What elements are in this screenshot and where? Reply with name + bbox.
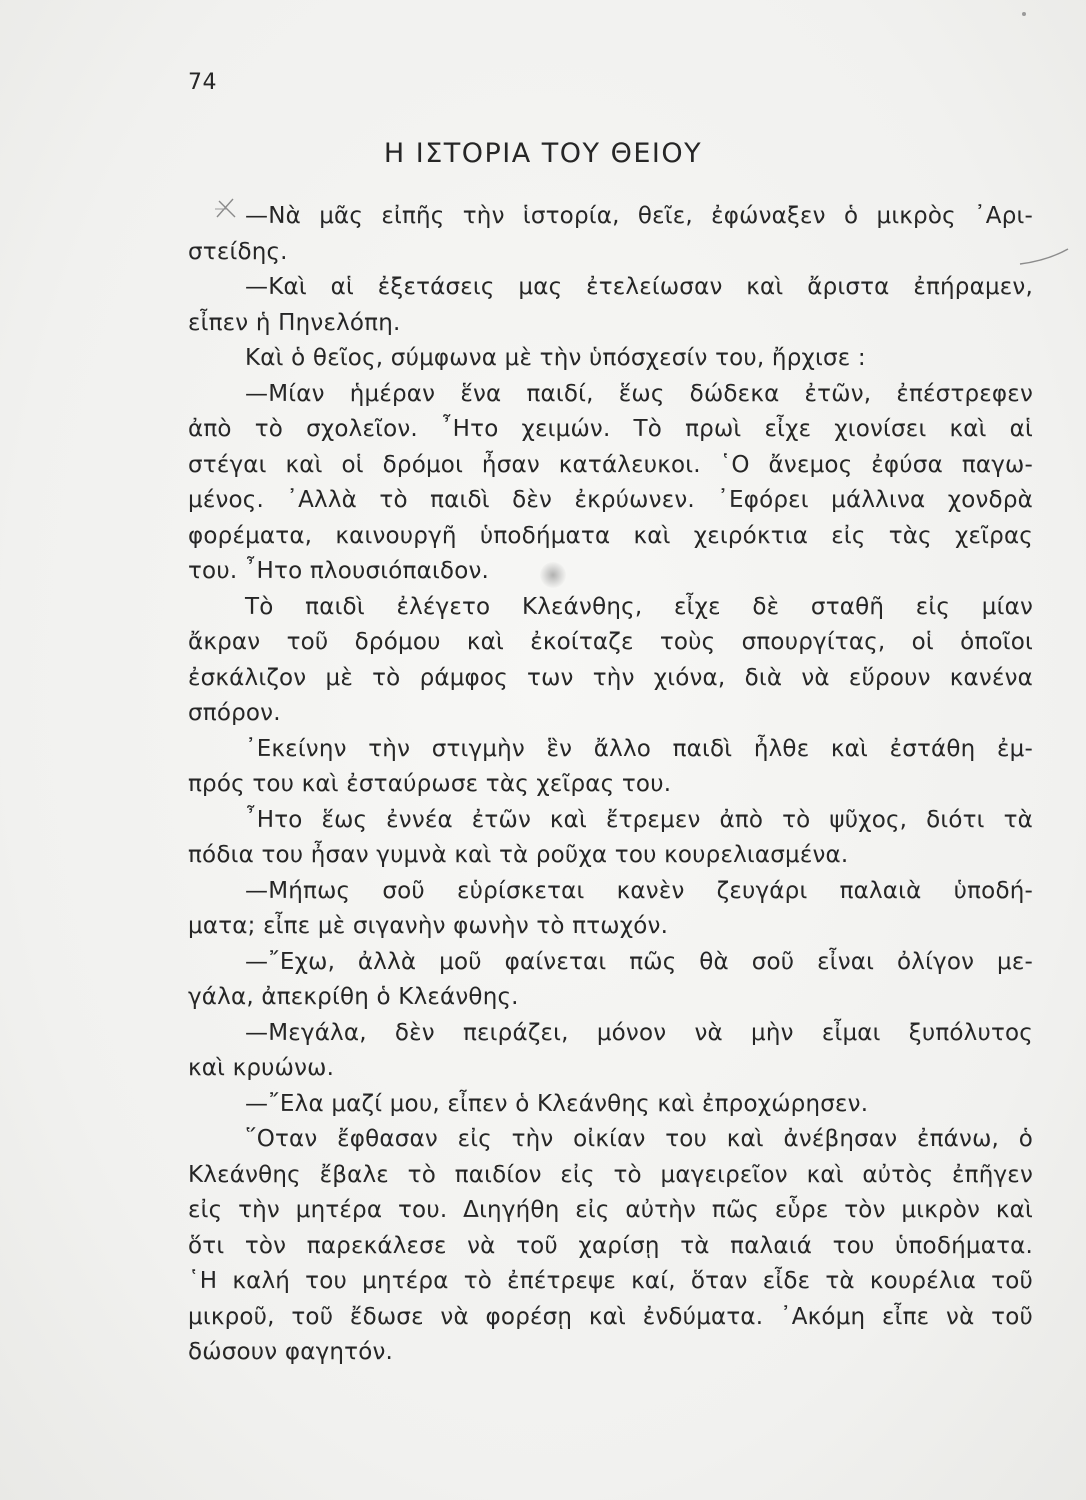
text-line: γάλα, ἀπεκρίθη ὁ Κλεάνθης.	[188, 984, 519, 1010]
text-line: φορέματα, καινουργῆ ὑποδήματα καὶ χειρόκτια εἰς τὰς χεῖρας	[188, 522, 1033, 549]
text-line: στείδης.	[188, 238, 288, 265]
text-line: στέγαι καὶ οἱ δρόμοι ἦσαν κατάλευκοι. ῾Ο ἄνεμος ἐφύσα παγω-	[188, 451, 1033, 478]
text-line: —Νὰ μᾶς εἰπῆς τὴν ἱστορία, θεῖε, ἐφώναξεν ὁ μικρὸς ᾿Αρι-	[245, 203, 1033, 229]
body-text	[188, 199, 1033, 1371]
chapter-title: Η ΙΣΤΟΡΙΑ ΤΟΥ ΘΕΙΟΥ	[383, 138, 703, 169]
text-line: μικροῦ, τοῦ ἔδωσε νὰ φορέσῃ καὶ ἐνδύματα. ᾿Ακόμη εἶπε νὰ τοῦ	[188, 1303, 1033, 1330]
text-line: Καὶ ὁ θεῖος, σύμφωνα μὲ τὴν ὑπόσχεσίν του, ἤρχισε :	[245, 345, 866, 371]
text-line: ῾Η καλή του μητέρα τὸ ἐπέτρεψε καί, ὅταν εἶδε τὰ κουρέλια τοῦ	[188, 1268, 1033, 1294]
paper-speck	[1022, 12, 1026, 16]
text-line: πόδια του ἦσαν γυμνὰ καὶ τὰ ροῦχα του κουρελιασμένα.	[188, 842, 849, 868]
text-line: ἐσκάλιζον μὲ τὸ ράμφος των τὴν χιόνα, διὰ νὰ εὕρουν κανένα	[188, 664, 1033, 691]
text-line: —Μεγάλα, δὲν πειράζει, μόνον νὰ μὴν εἶμαι ξυπόλυτος	[245, 1019, 1033, 1046]
text-line: —Καὶ αἱ ἐξετάσεις μας ἐτελείωσαν καὶ ἄριστα ἐπήραμεν,	[245, 274, 1033, 300]
text-line: εἰς τὴν μητέρα του. Διηγήθη εἰς αὐτὴν πῶς εὗρε τὸν μικρὸν καὶ	[188, 1197, 1033, 1223]
text-line: —῎Ελα μαζί μου, εἶπεν ὁ Κλεάνθης καὶ ἐπροχώρησεν.	[245, 1090, 869, 1117]
text-line: ὅτι τὸν παρεκάλεσε νὰ τοῦ χαρίσῃ τὰ παλαιά του ὑποδήματα.	[188, 1232, 1033, 1259]
page-number: 74	[188, 70, 217, 95]
text-line: εἶπεν ἡ Πηνελόπη.	[188, 309, 401, 336]
text-line: ῏Ητο ἕως ἐννέα ἐτῶν καὶ ἔτρεμεν ἀπὸ τὸ ψῦχος, διότι τὰ	[245, 806, 1033, 833]
text-line: ἄκραν τοῦ δρόμου καὶ ἐκοίταζε τοὺς σπουργίτας, οἱ ὁποῖοι	[188, 629, 1033, 655]
text-line: —Μίαν ἡμέραν ἕνα παιδί, ἕως δώδεκα ἐτῶν, ἐπέστρεφεν	[245, 380, 1033, 407]
text-line: ματα; εἶπε μὲ σιγανὴν φωνὴν τὸ πτωχόν.	[188, 913, 669, 939]
text-line: πρός του καὶ ἐσταύρωσε τὰς χεῖρας του.	[188, 771, 672, 797]
text-line: Τὸ παιδὶ ἐλέγετο Κλεάνθης, εἶχε δὲ σταθῆ εἰς μίαν	[245, 593, 1033, 620]
text-line: δώσουν φαγητόν.	[188, 1339, 394, 1365]
text-line: Κλεάνθης ἔβαλε τὸ παιδίον εἰς τὸ μαγειρεῖον καὶ αὐτὸς ἐπῆγεν	[188, 1161, 1033, 1188]
text-line: —Μήπως σοῦ εὑρίσκεται κανὲν ζευγάρι παλαιὰ ὑποδή-	[245, 877, 1033, 904]
text-line: ᾿Εκείνην τὴν στιγμὴν ἓν ἄλλο παιδὶ ἦλθε καὶ ἐστάθη ἐμ-	[245, 735, 1033, 762]
text-line: καὶ κρυώνω.	[188, 1055, 335, 1081]
text-line: μένος. ᾿Αλλὰ τὸ παιδὶ δὲν ἐκρύωνεν. ᾿Εφόρει μάλλινα χονδρὰ	[188, 487, 1033, 513]
text-line: ἀπὸ τὸ σχολεῖον. ῏Ητο χειμών. Τὸ πρωὶ εἶχε χιονίσει καὶ αἱ	[188, 416, 1033, 442]
text-line: σπόρον.	[188, 700, 281, 726]
text-line: ῞Οταν ἔφθασαν εἰς τὴν οἰκίαν του καὶ ἀνέβησαν ἐπάνω, ὁ	[245, 1126, 1033, 1152]
text-line: —῎Εχω, ἀλλὰ μοῦ φαίνεται πῶς θὰ σοῦ εἶναι ὀλίγον με-	[245, 948, 1033, 975]
text-line: του. ῏Ητο πλουσιόπαιδον.	[188, 558, 490, 584]
